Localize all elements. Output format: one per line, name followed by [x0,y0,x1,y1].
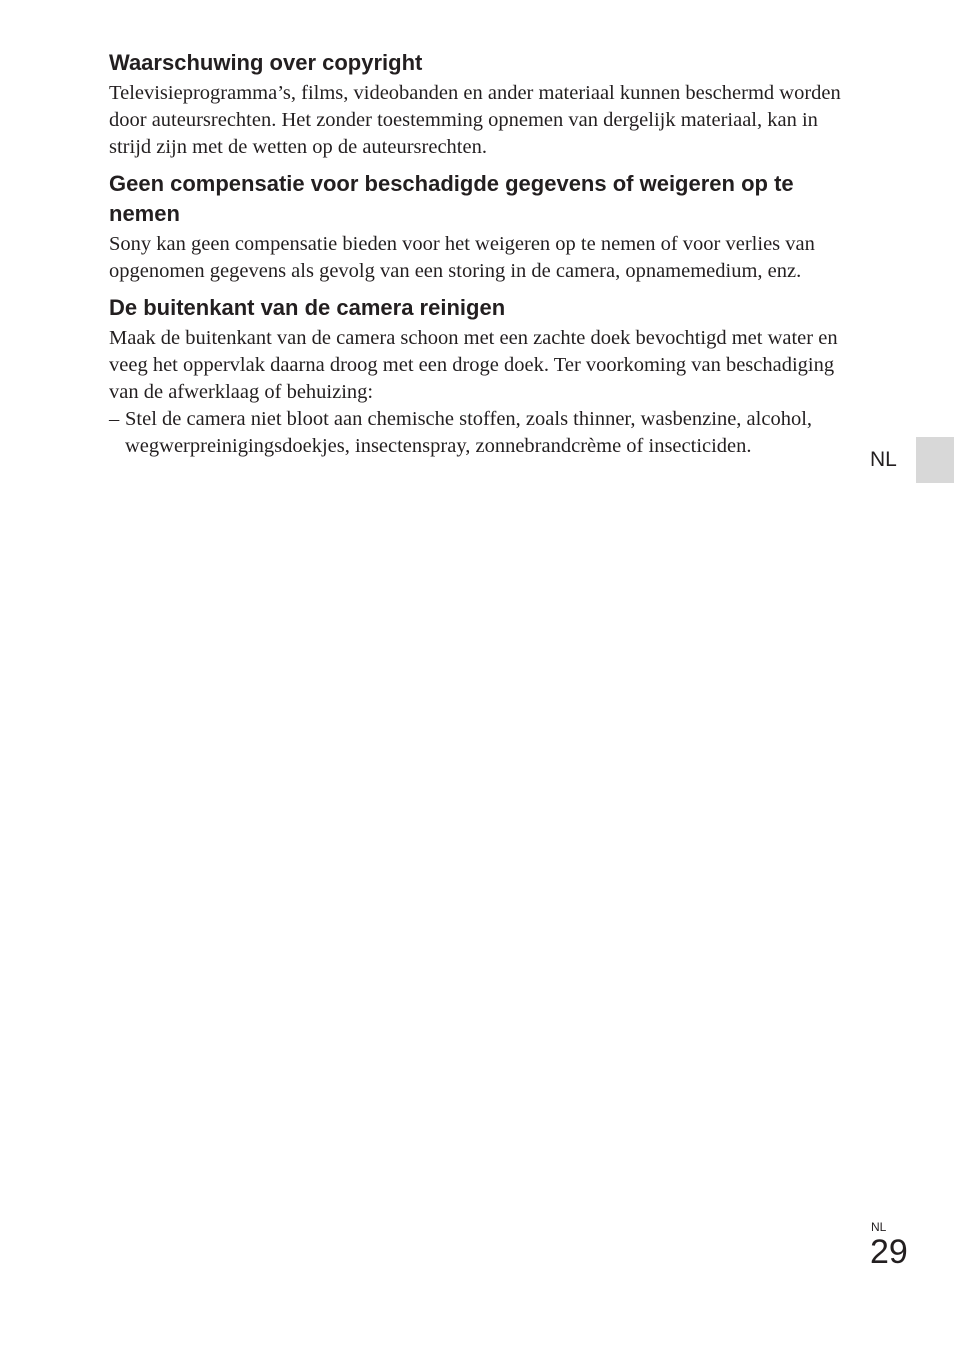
page-content [109,48,861,460]
section-cleaning [109,293,861,460]
section-no-compensation [109,169,861,285]
section-heading: Geen compensatie voor beschadigde gegevens of weigeren op te nemen [109,171,794,226]
language-side-tab [916,437,954,483]
footer-language: NL [871,1220,887,1234]
page-number: 29 [870,1233,908,1271]
section-heading: De buitenkant van de camera reinigen [109,295,506,320]
section-copyright [109,48,861,161]
dash-marker: – [109,408,120,430]
bullet-list [109,406,861,460]
section-body: Sony kan geen compensatie bieden voor het weigeren op te nemen of voor verlies van opgenomen gegevens als gevolg van een storing in de camera, opnamemedium, enz. [109,233,815,282]
section-heading: Waarschuwing over copyright [109,50,423,75]
list-item [109,406,815,460]
section-body: Maak de buitenkant van de camera schoon met een zachte doek bevochtigd met water en veeg het oppervlak daarna droog met een droge doek. Ter voorkoming van beschadiging van de afwerklaag of behuizing: [109,327,838,403]
section-body: Televisieprogramma’s, films, videobanden en ander materiaal kunnen beschermd worden door auteursrechten. Het zonder toestemming opnemen van dergelijk materiaal, kan in strijd zijn met de wetten op de auteursrechten. [109,82,841,158]
language-label: NL [870,448,897,471]
list-item-text: Stel de camera niet bloot aan chemische stoffen, zoals thinner, wasbenzine, alcohol, wegwerpreinigingsdoekjes, insectenspray, zonnebrandcrème of insecticiden. [125,408,813,457]
